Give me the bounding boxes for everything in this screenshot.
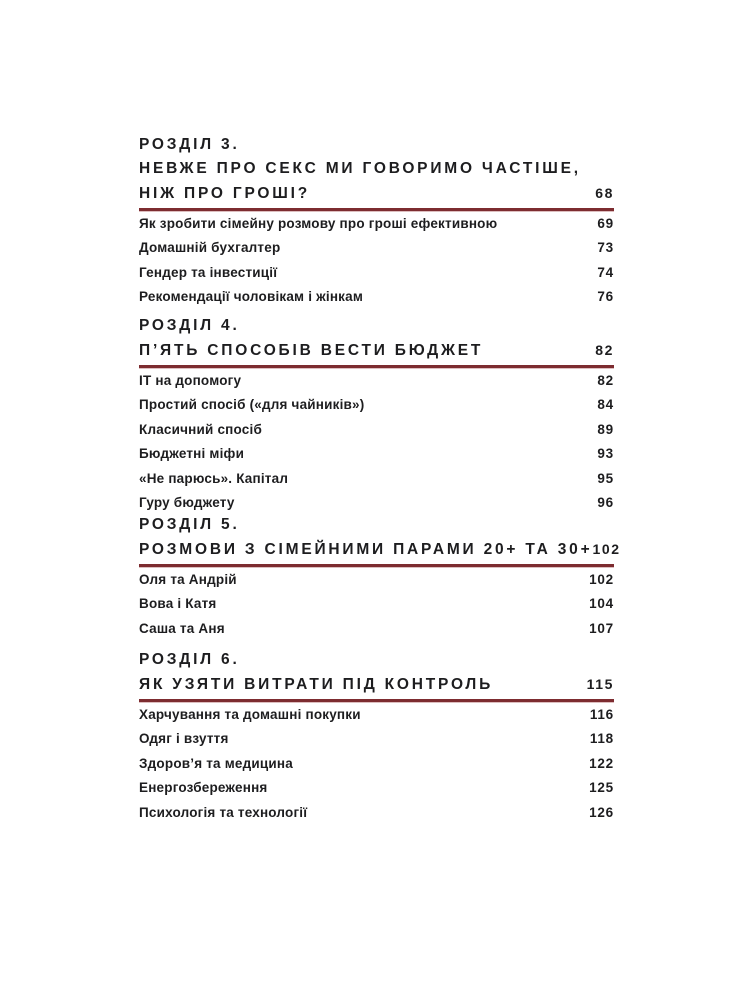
entry-page-number: 69 bbox=[597, 215, 614, 231]
toc-entry bbox=[139, 418, 614, 443]
entry-label: Одяг і взуття bbox=[139, 731, 229, 747]
entry-page-number: 93 bbox=[597, 446, 614, 462]
entry-page-number: 82 bbox=[597, 372, 614, 388]
chapter-title-text: НІЖ ПРО ГРОШІ? bbox=[139, 185, 310, 202]
entry-page-number: 104 bbox=[589, 596, 614, 612]
toc-entry bbox=[139, 467, 614, 492]
entry-label: Психологія та технології bbox=[139, 804, 308, 820]
entry-label: Бюджетні міфи bbox=[139, 446, 245, 462]
entry-label: «Не парюсь». Капітал bbox=[139, 470, 289, 486]
toc-entry bbox=[139, 236, 614, 261]
toc-section bbox=[139, 314, 614, 516]
toc-entry bbox=[139, 568, 614, 593]
toc-entry bbox=[139, 592, 614, 617]
chapter-title-row bbox=[139, 672, 614, 697]
toc-entry bbox=[139, 212, 614, 237]
entry-label: Вова і Катя bbox=[139, 596, 217, 612]
entry-list bbox=[139, 567, 614, 642]
entry-label: Гуру бюджету bbox=[139, 495, 235, 511]
toc-entry bbox=[139, 617, 614, 642]
toc-section bbox=[139, 513, 621, 641]
entry-page-number: 126 bbox=[589, 804, 614, 820]
chapter-label: РОЗДІЛ 6. bbox=[139, 651, 240, 668]
entry-label: Класичний спосіб bbox=[139, 421, 262, 437]
entry-label: ІТ на допомогу bbox=[139, 372, 242, 388]
entry-page-number: 74 bbox=[597, 264, 614, 280]
toc-entry bbox=[139, 393, 614, 418]
entry-list bbox=[139, 211, 614, 310]
entry-label: Енергозбереження bbox=[139, 780, 268, 796]
toc-entry bbox=[139, 752, 614, 777]
entry-page-number: 102 bbox=[589, 571, 614, 587]
toc-entry bbox=[139, 727, 614, 752]
entry-page-number: 76 bbox=[597, 289, 614, 305]
entry-label: Домашній бухгалтер bbox=[139, 240, 281, 256]
toc-section bbox=[139, 648, 614, 825]
entry-label: Оля та Андрій bbox=[139, 571, 237, 587]
entry-page-number: 84 bbox=[597, 397, 614, 413]
chapter-page-number: 68 bbox=[595, 185, 614, 201]
chapter-label: РОЗДІЛ 4. bbox=[139, 317, 240, 334]
chapter-label: РОЗДІЛ 5. bbox=[139, 516, 240, 533]
toc-section bbox=[139, 133, 614, 310]
chapter-title-text: П’ЯТЬ СПОСОБІВ ВЕСТИ БЮДЖЕТ bbox=[139, 342, 484, 359]
entry-label: Гендер та інвестиції bbox=[139, 264, 278, 280]
entry-page-number: 89 bbox=[597, 421, 614, 437]
entry-list bbox=[139, 702, 614, 826]
entry-label: Рекомендації чоловікам і жінкам bbox=[139, 289, 364, 305]
chapter-title-row bbox=[139, 181, 614, 206]
toc-entry bbox=[139, 369, 614, 394]
entry-page-number: 73 bbox=[597, 240, 614, 256]
chapter-page-number: 82 bbox=[595, 342, 614, 358]
entry-page-number: 116 bbox=[589, 706, 614, 722]
toc-entry bbox=[139, 776, 614, 801]
chapter-title-row bbox=[139, 537, 621, 562]
chapter-page-number: 115 bbox=[586, 676, 614, 692]
chapter-title-row bbox=[139, 338, 614, 363]
entry-page-number: 125 bbox=[589, 780, 614, 796]
entry-label: Як зробити сімейну розмову про гроші ефективною bbox=[139, 215, 498, 231]
toc-entry bbox=[139, 261, 614, 286]
entry-label: Саша та Аня bbox=[139, 620, 225, 636]
entry-list bbox=[139, 368, 614, 517]
entry-page-number: 122 bbox=[589, 755, 614, 771]
entry-page-number: 96 bbox=[597, 495, 614, 511]
entry-label: Простий спосіб («для чайників») bbox=[139, 397, 365, 413]
toc-entry bbox=[139, 703, 614, 728]
chapter-title-line: НЕВЖЕ ПРО СЕКС МИ ГОВОРИМО ЧАСТІШЕ, bbox=[139, 160, 581, 177]
toc-entry bbox=[139, 442, 614, 467]
chapter-label: РОЗДІЛ 3. bbox=[139, 136, 240, 153]
entry-page-number: 118 bbox=[589, 731, 614, 747]
chapter-page-number: 102 bbox=[592, 541, 621, 557]
entry-page-number: 95 bbox=[597, 470, 614, 486]
toc-entry bbox=[139, 801, 614, 826]
entry-label: Здоров’я та медицина bbox=[139, 755, 293, 771]
entry-page-number: 107 bbox=[589, 620, 614, 636]
chapter-title-text: РОЗМОВИ З СІМЕЙНИМИ ПАРАМИ 20+ ТА 30+ bbox=[139, 541, 593, 558]
chapter-title-text: ЯК УЗЯТИ ВИТРАТИ ПІД КОНТРОЛЬ bbox=[139, 676, 494, 693]
entry-label: Харчування та домашні покупки bbox=[139, 706, 361, 722]
toc-entry bbox=[139, 285, 614, 310]
